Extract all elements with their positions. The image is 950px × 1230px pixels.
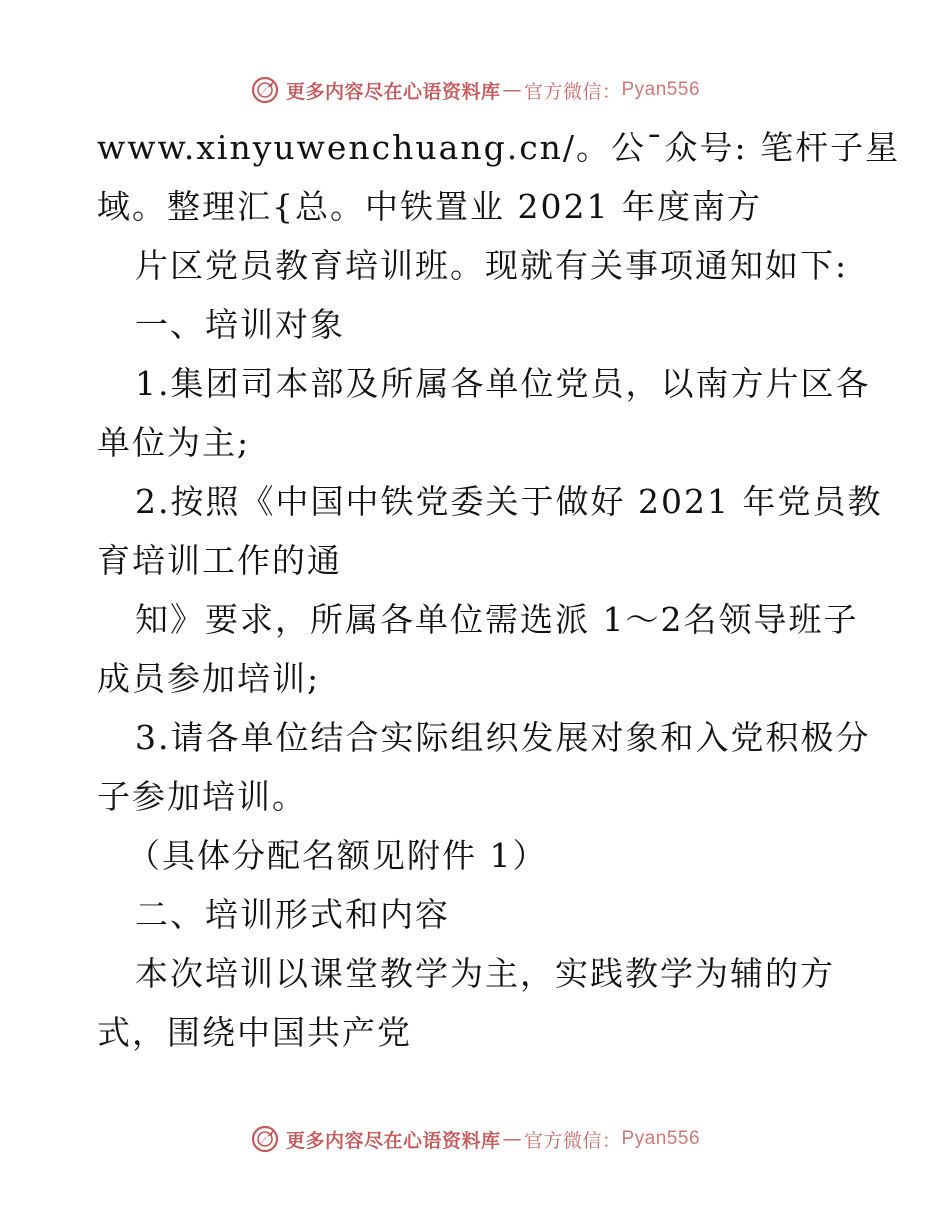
footer-banner xyxy=(0,1121,950,1157)
banner-wechat-id: Pyan556 xyxy=(621,1128,701,1149)
text-line-12: 子参加培训。 xyxy=(97,777,307,816)
text-line-10: 成员参加培训; xyxy=(97,659,321,698)
banner-dash: — xyxy=(502,79,522,101)
text-line-16: 式，围绕中国共产党 xyxy=(97,1013,412,1052)
quill-logo-icon xyxy=(250,75,280,105)
text-line-5: 1.集团司本部及所属各单位党员，以南方片区各 xyxy=(135,364,871,403)
text-line-8: 育培训工作的通 xyxy=(97,541,342,580)
text-line-13: （具体分配名额见附件 1） xyxy=(127,836,548,875)
banner-wechat-label: 官方微信： xyxy=(523,1129,622,1152)
text-line-6: 单位为主; xyxy=(97,423,251,462)
text-line-9: 知》要求，所属各单位需选派 1～2名领导班子 xyxy=(135,600,859,639)
quill-logo-icon xyxy=(250,1124,280,1154)
banner-slogan: 更多内容尽在心语资料库 xyxy=(285,1129,501,1152)
text-line-1: www.xinyuwenchuang.cn/。公¯众号: 笔杆子星 xyxy=(97,128,901,167)
text-line-15: 本次培训以课堂教学为主，实践教学为辅的方 xyxy=(135,954,835,993)
header-banner xyxy=(0,72,950,108)
banner-wechat-label: 官方微信： xyxy=(523,80,622,103)
banner-dash: — xyxy=(502,1128,522,1150)
section-heading-1: 一、培训对象 xyxy=(135,305,345,344)
text-line-7: 2.按照《中国中铁党委关于做好 2021 年党员教 xyxy=(135,482,883,521)
banner-slogan: 更多内容尽在心语资料库 xyxy=(285,80,501,103)
section-heading-2: 二、培训形式和内容 xyxy=(135,895,450,934)
text-line-11: 3.请各单位结合实际组织发展对象和入党积极分 xyxy=(135,718,871,757)
banner-wechat-id: Pyan556 xyxy=(621,79,701,100)
text-line-3: 片区党员教育培训班。现就有关事项通知如下: xyxy=(135,246,849,285)
text-line-2: 域。整理汇{总。中铁置业 2021 年度南方 xyxy=(97,187,762,226)
document-body xyxy=(97,118,901,1062)
